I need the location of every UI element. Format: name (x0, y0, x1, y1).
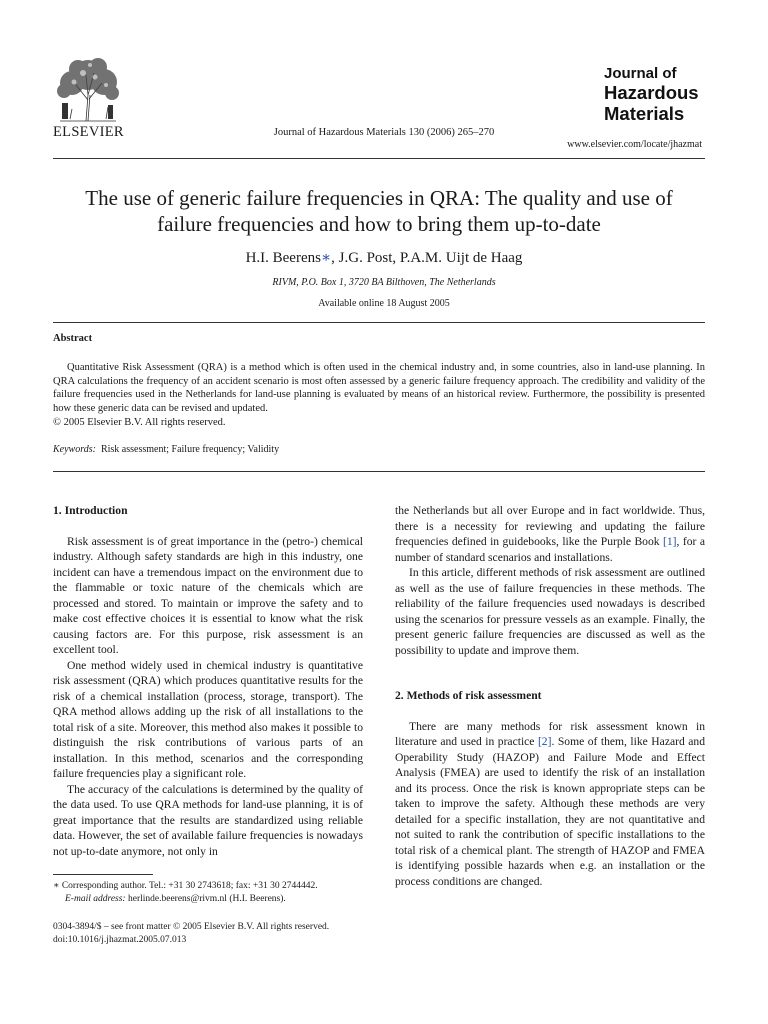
header-rule (53, 158, 705, 159)
abstract-text: Quantitative Risk Assessment (QRA) is a method which is often used in the chemical industry and, in some countries, also in land-use planning. In QRA calculations the frequency of an accident scenario is most often assessed by a generic failure frequency approach. The credibility and validity of the failure frequencies used in the Netherlands for land-use planning is evaluated by means of an historical review. Furthermore, the possibility is presented how these generic data can be revised and updated. (53, 362, 705, 415)
reference-link[interactable]: [2] (537, 735, 552, 748)
doi-line[interactable]: doi:10.1016/j.jhazmat.2005.07.013 (53, 935, 187, 945)
affiliation: RIVM, P.O. Box 1, 3720 BA Bilthoven, The Netherlands (272, 277, 496, 288)
left-column (53, 503, 363, 859)
keywords (53, 444, 279, 455)
journal-logo (604, 66, 699, 124)
paragraph (395, 503, 705, 565)
section-heading: 1. Introduction (53, 504, 128, 517)
article-title (50, 185, 708, 237)
journal-logo-line: Hazardous (604, 81, 699, 103)
email-label: E-mail address: (65, 893, 126, 904)
journal-logo-line: Journal of (604, 65, 677, 82)
front-matter (53, 921, 329, 947)
paragraph-text: the Netherlands but all over Europe and in fact worldwide. Thus, there is a necessity for reviewing and updating the failure frequencies defined in guidebooks, like the Purple Book (395, 504, 705, 548)
author-name: H.I. Beerens (245, 250, 321, 266)
paragraph-text: . Some of them, like Hazard and Operability Study (HAZOP) and Failure Mode and Effect Analysis (FMEA) are used to identify the risk of an installation and its process. Once the risk is known appropriate steps can be taken to improve the safety. Although these methods are very detailed for a specific installation, they are not quantitative and not suited to rank the contribution of specific installations to the total risk of a chemical plant. The strength of HAZOP and FMEA is identifying possible hazards when e.g. an installation or the process conditions are changed. (395, 735, 705, 888)
issn-line: 0304-3894/$ – see front matter © 2005 Elsevier B.V. All rights reserved. (53, 922, 330, 932)
section-heading: 2. Methods of risk assessment (395, 689, 542, 702)
abstract-rule (53, 322, 705, 323)
corresponding-author-mark[interactable]: ∗ (320, 250, 332, 266)
journal-logo-line: Materials (604, 102, 685, 124)
body-rule (53, 471, 705, 472)
paragraph: In this article, different methods of risk assessment are outlined as well as the use of failure frequencies in these methods. The reliability of the failure frequencies used nowadays is described using the scenarios for pressure vessels as an example. Finally, the present generic failure frequencies are discussed as well as the possibility to update and improve them. (395, 566, 705, 657)
right-column (395, 503, 705, 889)
footnote-email-line (53, 893, 318, 906)
title-line: failure frequencies and how to bring them up-to-date (157, 212, 601, 236)
paragraph: The accuracy of the calculations is determined by the quality of the data used. To use QRA methods for land-use planning, it is of great importance that the results are standardized using reliable data. However, the set of available failure frequencies is nowadays not up-to-date anymore, not only in (53, 782, 363, 858)
publisher-name: ELSEVIER (53, 124, 124, 140)
journal-citation: Journal of Hazardous Materials 130 (2006) 265–270 (273, 127, 495, 138)
paragraph: One method widely used in chemical industry is quantitative risk assessment (QRA) which produces quantitative results for the risk of a chemical installation (process, storage, transport). The QRA method allows adding up the risk of all installations to the total risk of a site. Moreover, this method also makes it possible to distinguish the risk contributions of various parts of an installation. In this method, scenarios and the corresponding failure frequencies play a significant role. (53, 658, 363, 780)
email-address[interactable]: herlinde.beerens@rivm.nl (H.I. Beerens). (127, 893, 286, 904)
paragraph: Risk assessment is of great importance in the (petro-) chemical industry. Although safety standards are high in this industry, one incident can have a tremendous impact on the environment due to the flammable or toxic nature of the chemicals which are processed and stored. To maintain or improve the safety and to make cost effective choices it is essential to know what the risk causing factors are. For this purpose, risk assessment is an excellent tool. (53, 534, 363, 656)
available-online-date: Available online 18 August 2005 (318, 298, 450, 309)
elsevier-tree-logo (50, 55, 126, 123)
keywords-list: Risk assessment; Failure frequency; Validity (100, 444, 280, 455)
author-names-rest: , J.G. Post, P.A.M. Uijt de Haag (331, 250, 523, 266)
journal-url[interactable]: www.elsevier.com/locate/jhazmat (567, 139, 702, 150)
footnote-contact: ∗ Corresponding author. Tel.: +31 30 2743618; fax: +31 30 2744442. (53, 881, 318, 891)
paragraph (395, 719, 705, 890)
author-list (0, 248, 768, 267)
footnote (53, 880, 318, 905)
reference-link[interactable]: [1] (663, 535, 677, 548)
footnote-rule (53, 874, 153, 875)
keywords-label: Keywords: (53, 444, 96, 455)
abstract-copyright: © 2005 Elsevier B.V. All rights reserved. (53, 416, 226, 428)
abstract-heading: Abstract (53, 333, 93, 344)
abstract-body (53, 361, 705, 430)
title-line: The use of generic failure frequencies in QRA: The quality and use of (85, 186, 673, 210)
paragraph-text: , for a number of standard scenarios and installations. (395, 535, 705, 564)
paragraph-text: There are many methods for risk assessment known in literature and used in practice (395, 719, 705, 748)
